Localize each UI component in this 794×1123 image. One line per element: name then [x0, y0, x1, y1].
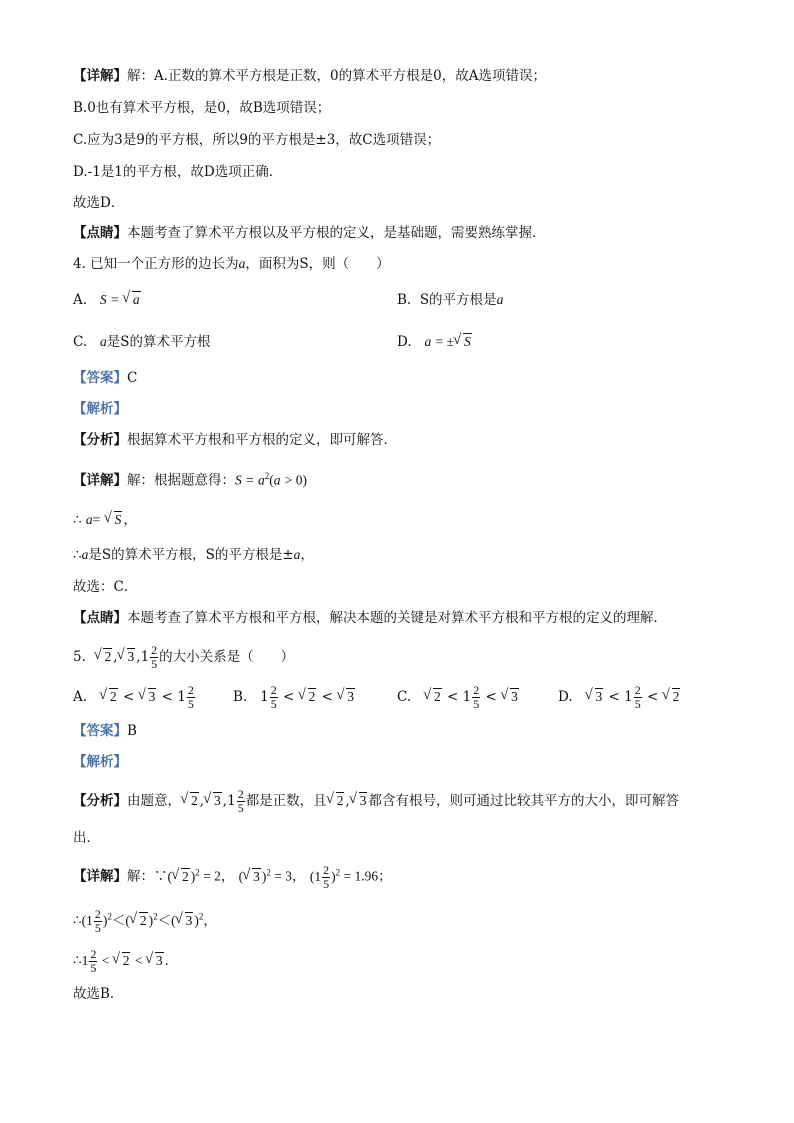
- q5-stem: 5. √ 2 ,√ 3 ,1 $\frac{2}{5}$ 的大小关系是（ ）: [73, 644, 294, 671]
- q4-option-b: B. S的平方根是a: [397, 292, 504, 308]
- q4-option-d: D. a = ±√ S: [397, 332, 473, 352]
- q3-detail-line1: 【详解】解：A.正数的算术平方根是正数，0的算术平方根是0，故A选项错误；: [73, 68, 546, 84]
- q5-detail-line2: ∴(1 $\frac{2}{5}$ )$^2$＜(√ 2 )$^2$＜(√ 3 )$^2$，: [73, 906, 217, 935]
- q5-analyze: 【分析】由题意，√ 2 ,√ 3 ,1 $\frac{2}{5}$ 都是正数，且√ 2 ,√ 3 都含有根号，则可通过比较其平方的大小，即可解答: [73, 788, 679, 815]
- q4-detail-line3: ∴a是S的算术平方根，S的平方根是±a，: [73, 547, 314, 563]
- q5-analyze-cont: 出．: [73, 830, 100, 846]
- q4-answer: 【答案】C: [73, 370, 138, 386]
- q5-option-d: D. √ 3 < 1 $\frac{2}{5}$ < √ 2: [558, 684, 681, 711]
- q5-option-b: B. 1 $\frac{2}{5}$ < √ 2 < √ 3: [233, 684, 356, 711]
- q5-answer: 【答案】B: [73, 723, 137, 739]
- q4-comment: 【点睛】本题考查了算术平方根和平方根，解决本题的关键是对算术平方根和平方根的定义的理解．: [73, 610, 667, 626]
- detail-tag: 【详解】: [73, 68, 127, 84]
- q3-detail-line4: D.-1是1的平方根，故D选项正确．: [73, 164, 283, 180]
- q3-comment: 【点睛】本题考查了算术平方根以及平方根的定义，是基础题，需要熟练掌握．: [73, 225, 546, 241]
- q3-detail-line2: B.0也有算术平方根，是0，故B选项错误；: [73, 100, 331, 116]
- q4-choose: 故选：C．: [73, 579, 138, 595]
- answer-tag: 【答案】: [73, 370, 127, 386]
- q5-option-c: C. √ 2 < 1 $\frac{2}{5}$ < √ 3: [397, 684, 520, 711]
- q5-detail: 【详解】解：∵(√ 2 )$^2$ = 2， (√ 3 )$^2$ = 3， (1 $\frac{2}{5}$ )$^2$ = 1.96；: [73, 862, 392, 891]
- q5-analysis-tag: 【解析】: [73, 754, 127, 770]
- q5-choose: 故选B．: [73, 986, 124, 1002]
- q4-analyze: 【分析】根据算术平方根和平方根的定义，即可解答．: [73, 432, 397, 448]
- comment-tag: 【点睛】: [73, 225, 127, 241]
- q5-detail-line3: ∴1 $\frac{2}{5}$ < √ 2 < √ 3 ．: [73, 948, 178, 975]
- q5-option-a: A. √ 2 < √ 3 < 1 $\frac{2}{5}$: [73, 684, 196, 711]
- q4-analysis-tag: 【解析】: [73, 401, 127, 417]
- q4-detail-line2: ∴ a= √ S ，: [73, 510, 137, 530]
- q3-detail-line3: C.应为3是9的平方根，所以9的平方根是±3，故C选项错误；: [73, 132, 441, 148]
- q4-stem: 4. 已知一个正方形的边长为a，面积为S，则（ ）: [73, 256, 390, 272]
- q4-option-a: A. S = √ a: [73, 290, 142, 310]
- q3-choose: 故选D．: [73, 195, 125, 211]
- q4-option-c: C. a是S的算术平方根: [73, 334, 211, 350]
- q4-detail: 【详解】解：根据题意得：$S = a^2(a > 0)$: [73, 471, 307, 489]
